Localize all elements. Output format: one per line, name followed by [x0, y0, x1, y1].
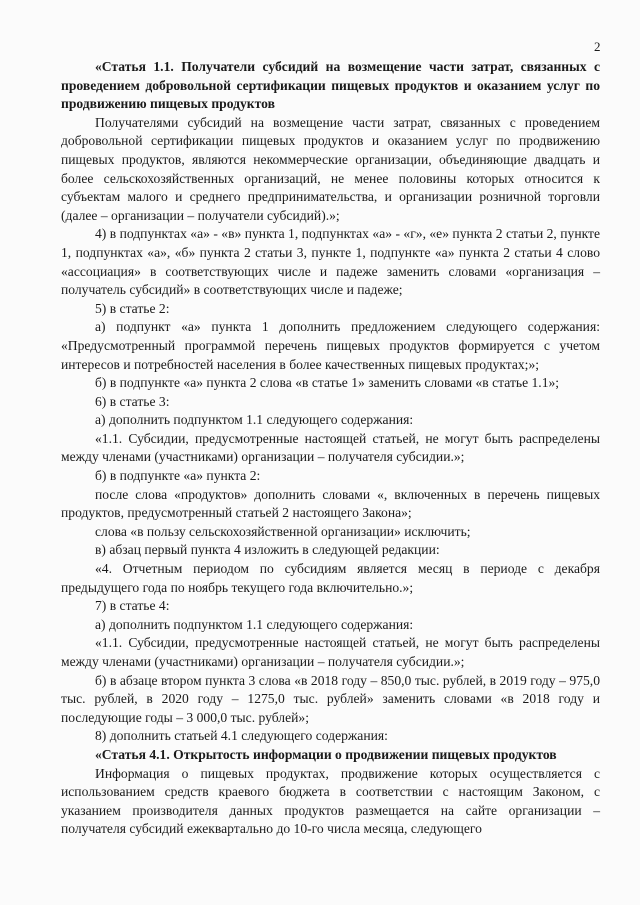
paragraph: 5) в статье 2:	[95, 300, 170, 316]
paragraph: б) в абзаце втором пункта 3 слова «в 2018 году – 850,0 тыс. рублей, в 2019 году – 975,0 тыс. рублей, в 2020 году – 1275,0 тыс. рублей» заменить словами «в 2018 году и последующие годы – 3 000,0 тыс. рублей»;	[61, 672, 600, 725]
article-heading: «Статья 4.1. Открытость информации о продвижении пищевых продуктов	[95, 746, 557, 762]
paragraph: Получателями субсидий на возмещение части затрат, связанных с проведением добровольной сертификации пищевых продуктов и оказанием услуг по продвижению пищевых продуктов, являются некоммерческие организации, объединяющие двадцать и более сельскохозяйственных организаций, не менее половины которых относится к субъектам малого и среднего предпринимательства, и организации розничной торговли (далее – организации – получатели субсидий).»;	[61, 114, 600, 223]
paragraph: Информация о пищевых продуктах, продвижение которых осуществляется с использованием средств краевого бюджета в соответствии с настоящим Законом, с указанием производителя данных продуктов размещается на сайте организации – получателя субсидий ежеквартально до 10-го числа месяца, следующего	[61, 765, 600, 837]
paragraph: слова «в пользу сельскохозяйственной организации» исключить;	[95, 523, 471, 539]
paragraph: а) подпункт «а» пункта 1 дополнить предложением следующего содержания: «Предусмотренный программой перечень пищевых продуктов формируется с учетом интересов и потребностей населения в более качественных пищевых продуктах;»;	[61, 319, 600, 372]
paragraph: б) в подпункте «а» пункта 2:	[95, 468, 261, 484]
paragraph: а) дополнить подпунктом 1.1 следующего содержания:	[95, 616, 414, 632]
paragraph: б) в подпункте «а» пункта 2 слова «в статье 1» заменить словами «в статье 1.1»;	[95, 375, 560, 391]
paragraph: 7) в статье 4:	[95, 598, 170, 614]
paragraph: а) дополнить подпунктом 1.1 следующего содержания:	[95, 412, 414, 428]
paragraph: в) абзац первый пункта 4 изложить в следующей редакции:	[95, 542, 440, 558]
paragraph: «1.1. Субсидии, предусмотренные настоящей статьей, не могут быть распределены между членами (участниками) организации – получателя субсидии.»;	[61, 430, 600, 465]
paragraph: 4) в подпунктах «а» - «в» пункта 1, подпунктах «а» - «г», «е» пункта 2 статьи 2, пункте 1, подпунктах «а», «б» пункта 2 статьи 3, пункте 1, подпункте «а» пункта 2 статьи 4 слово «ассоциация» в соответствующих числе и падеже заменить словами «организация – получатель субсидий» в соответствующих числе и падеже;	[61, 226, 600, 298]
article-heading: «Статья 1.1. Получатели субсидий на возмещение части затрат, связанных с проведением добровольной сертификации пищевых продуктов и оказанием услуг по продвижению пищевых продуктов	[61, 59, 600, 112]
paragraph: 6) в статье 3:	[95, 393, 170, 409]
paragraph: «4. Отчетным периодом по субсидиям является месяц в периоде с декабря предыдущего года по ноябрь текущего года включительно.»;	[61, 561, 600, 595]
document-body	[61, 58, 600, 839]
paragraph: после слова «продуктов» дополнить словами «, включенных в перечень пищевых продуктов, предусмотренный статьей 2 настоящего Закона»;	[61, 486, 600, 521]
paragraph: «1.1. Субсидии, предусмотренные настоящей статьей, не могут быть распределены между членами (участниками) организации – получателя субсидии.»;	[61, 635, 600, 669]
paragraph: 8) дополнить статьей 4.1 следующего содержания:	[95, 728, 388, 744]
page-number: 2	[594, 39, 601, 54]
